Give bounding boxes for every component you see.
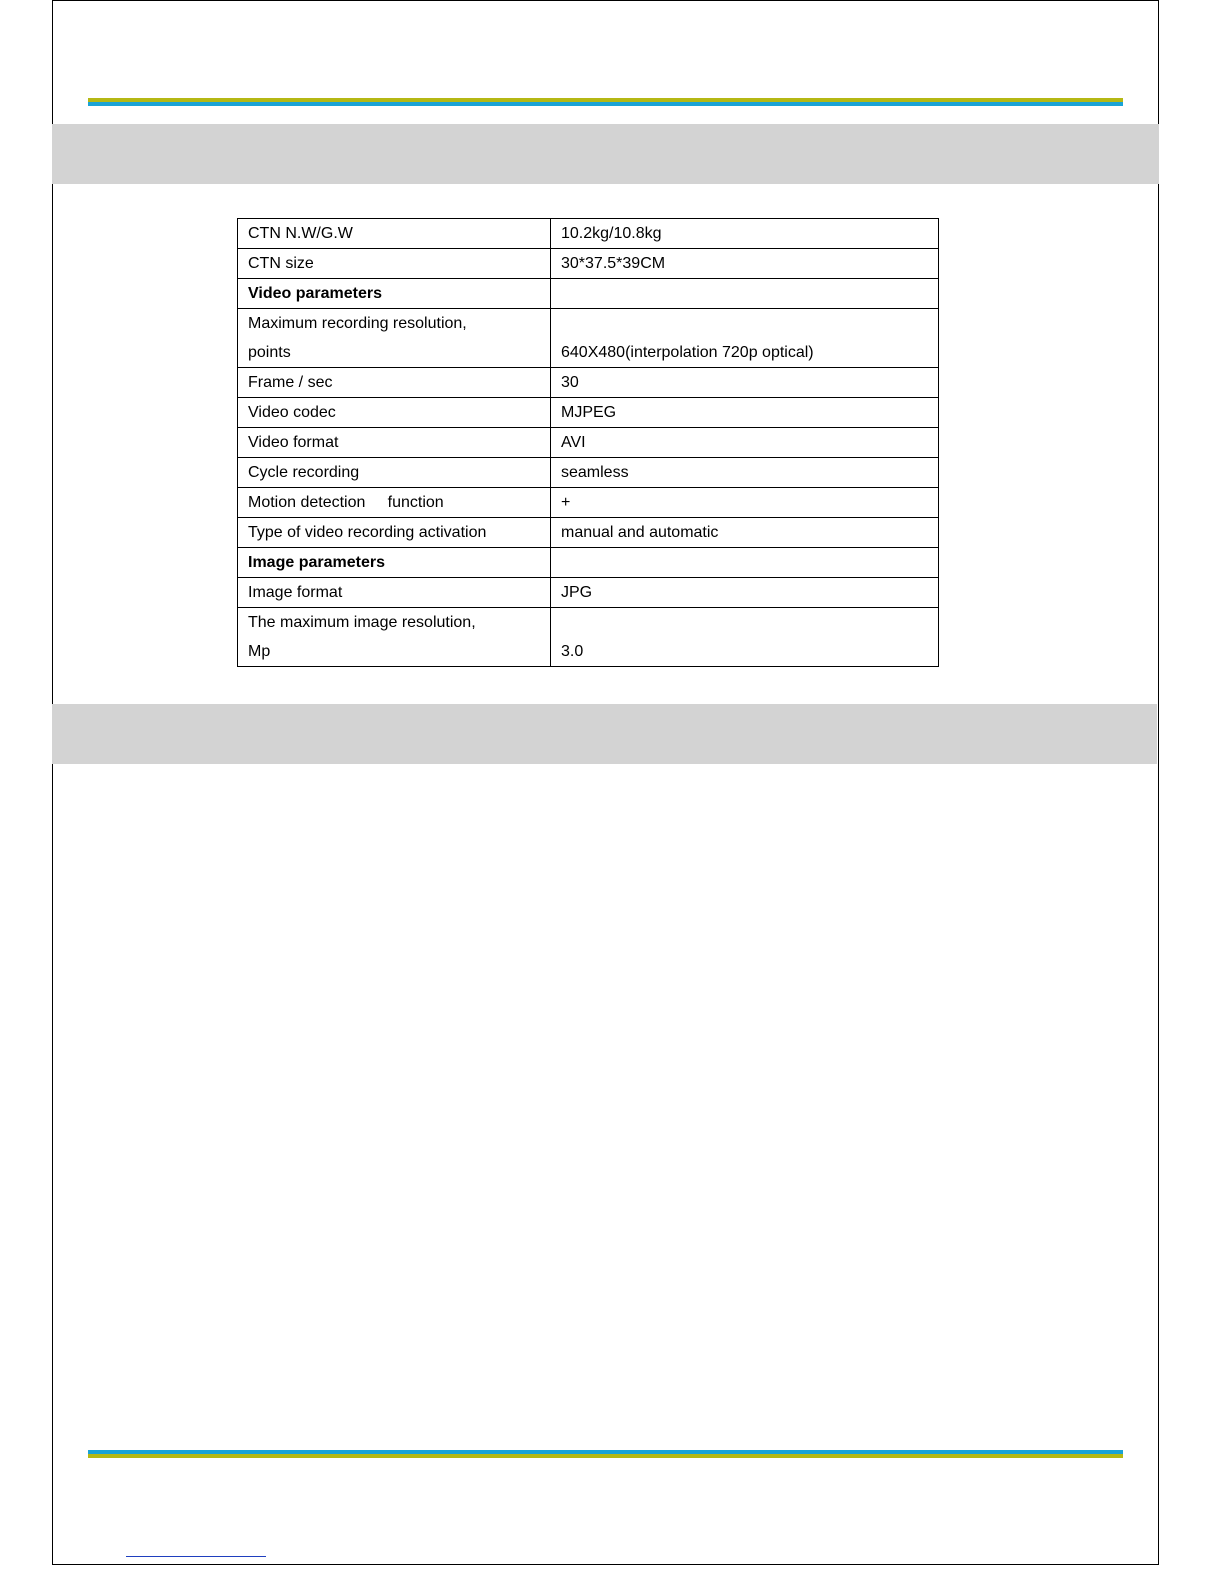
row-key: Type of video recording activation — [238, 518, 551, 548]
row-value — [551, 279, 939, 309]
footer-rule-olive — [88, 1454, 1123, 1458]
footer-rule — [88, 1450, 1123, 1458]
row-value: 10.2kg/10.8kg — [551, 219, 939, 249]
table-section-row — [238, 548, 939, 578]
table-row — [238, 398, 939, 428]
table-row — [238, 368, 939, 398]
table-row — [238, 578, 939, 608]
row-value: 30 — [551, 368, 939, 398]
header-rule-blue — [88, 102, 1123, 106]
row-key — [238, 608, 551, 667]
row-key: Video format — [238, 428, 551, 458]
row-value: manual and automatic — [551, 518, 939, 548]
row-key: CTN size — [238, 249, 551, 279]
row-value: seamless — [551, 458, 939, 488]
row-key-line: Maximum recording resolution, — [248, 315, 467, 332]
section-heading: Video parameters — [238, 279, 551, 309]
table-row — [238, 309, 939, 368]
table-row — [238, 219, 939, 249]
table-section-row — [238, 279, 939, 309]
section-band-top — [52, 124, 1159, 184]
section-heading: Image parameters — [238, 548, 551, 578]
row-value — [551, 548, 939, 578]
row-key: Cycle recording — [238, 458, 551, 488]
row-value: + — [551, 488, 939, 518]
row-value: AVI — [551, 428, 939, 458]
row-value: 640X480(interpolation 720p optical) — [551, 309, 939, 368]
row-value: JPG — [551, 578, 939, 608]
row-key-line: The maximum image resolution, — [248, 614, 476, 631]
footer-link-underline[interactable] — [126, 1556, 266, 1557]
table-row — [238, 249, 939, 279]
row-key: Video codec — [238, 398, 551, 428]
table-row — [238, 428, 939, 458]
row-key: Frame / sec — [238, 368, 551, 398]
row-value: MJPEG — [551, 398, 939, 428]
row-key-line: Mp — [248, 643, 271, 660]
row-key — [238, 309, 551, 368]
spec-table — [237, 218, 939, 667]
row-value: 3.0 — [551, 608, 939, 667]
row-key: Image format — [238, 578, 551, 608]
row-key: Motion detection function — [238, 488, 551, 518]
table-row — [238, 458, 939, 488]
table-row — [238, 518, 939, 548]
table-row — [238, 608, 939, 667]
header-rule — [88, 98, 1123, 106]
table-row — [238, 488, 939, 518]
row-value: 30*37.5*39CM — [551, 249, 939, 279]
row-key-line: points — [248, 344, 291, 361]
row-key: CTN N.W/G.W — [238, 219, 551, 249]
section-band-bottom — [52, 704, 1157, 764]
